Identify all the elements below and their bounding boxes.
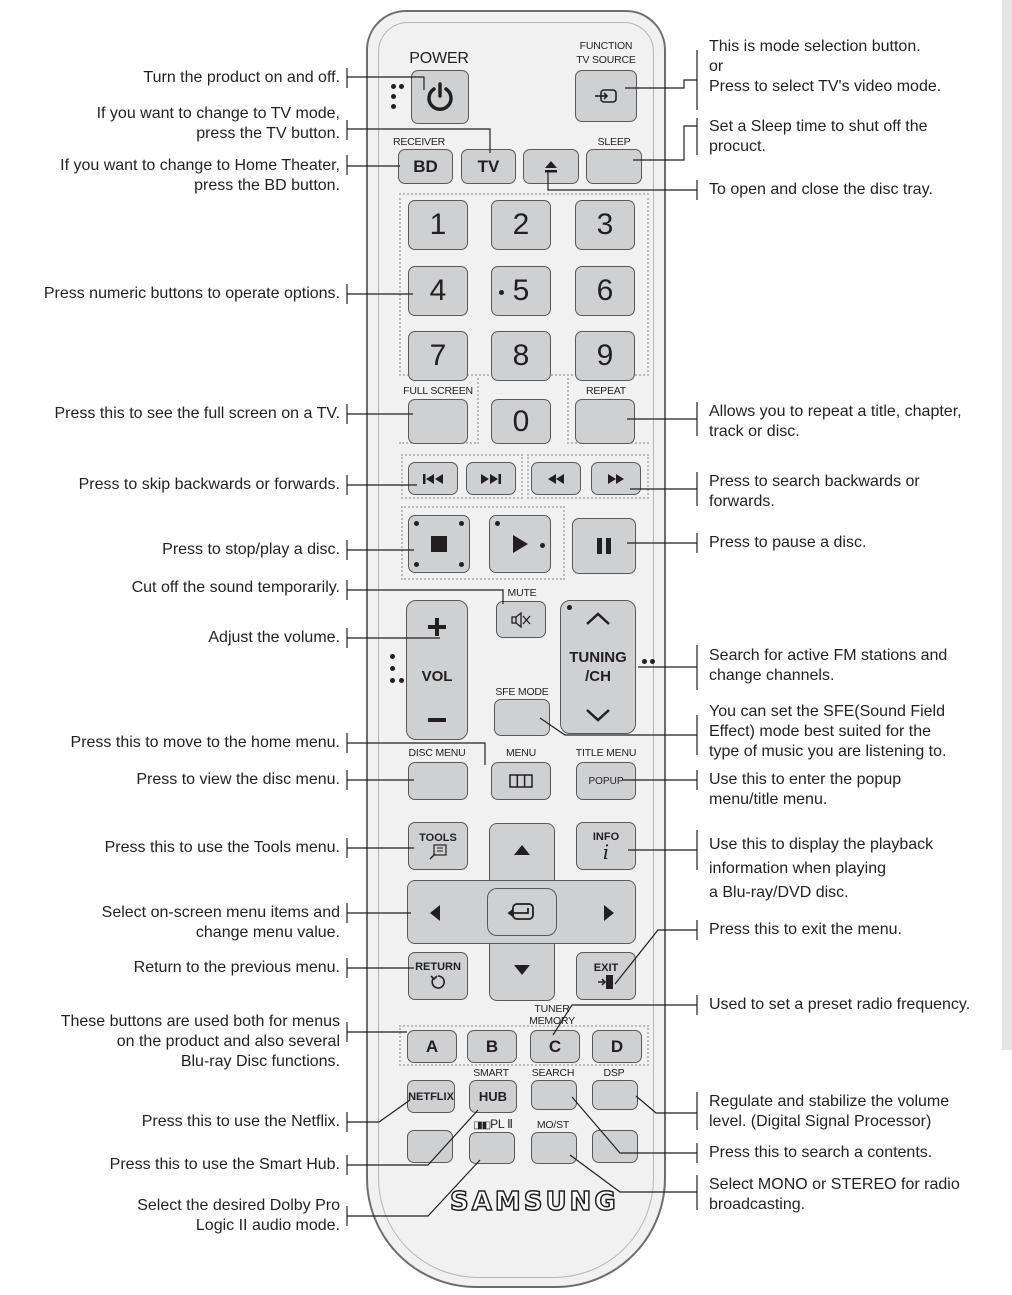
tools-label: TOOLS [419, 832, 457, 844]
callout-dsp: Regulate and stabilize the volume level. (Digital Signal Processor) [709, 1093, 950, 1130]
full-screen-label: FULL SCREEN [403, 385, 473, 397]
callout-smart-hub: Press this to use the Smart Hub. [109, 1156, 340, 1173]
callout-eject: To open and close the disc tray. [709, 181, 933, 198]
callout-tools: Press this to use the Tools menu. [104, 839, 340, 856]
callout-return: Return to the previous menu. [133, 959, 340, 976]
callout-sleep: Set a Sleep time to shut off the procuct. [709, 118, 928, 155]
b-button[interactable]: B [467, 1030, 517, 1063]
exit-label: EXIT [593, 962, 619, 974]
d-button[interactable]: D [592, 1030, 642, 1063]
number-1-button[interactable]: 1 [408, 200, 468, 250]
callout-search: Press to search backwards or forwards. [709, 473, 920, 510]
dsp-label: DSP [603, 1067, 625, 1079]
callout-full-screen: Press this to see the full screen on a TV. [54, 405, 340, 422]
callout-popup: Use this to enter the popup menu/title menu. [709, 771, 902, 808]
disc-menu-label: DISC MENU [408, 747, 466, 759]
channel-label: /CH [585, 668, 611, 685]
samsung-logo: SAMSUNG [450, 1187, 619, 1217]
smart-label: SMART [473, 1067, 509, 1079]
tuning-label: TUNING [569, 649, 627, 666]
callout-search-contents: Press this to search a contents. [709, 1144, 933, 1161]
popup-button[interactable]: POPUP [576, 762, 636, 800]
function-label: FUNCTION [579, 40, 633, 52]
info-icon: i [602, 840, 610, 864]
callout-disc-menu: Press to view the disc menu. [136, 771, 340, 788]
callout-home-menu: Press this to move to the home menu. [70, 734, 340, 751]
number-7-button[interactable]: 7 [408, 331, 468, 381]
return-label: RETURN [415, 961, 461, 973]
tuner-label: TUNER [534, 1003, 570, 1015]
callout-repeat: Allows you to repeat a title, chapter, track or disc. [709, 403, 962, 440]
number-8-button[interactable]: 8 [491, 331, 551, 381]
receiver-label: RECEIVER [392, 136, 446, 148]
callout-mono-stereo: Select MONO or STEREO for radio broadcasting. [709, 1176, 960, 1213]
callout-home-theater: If you want to change to Home Theater, press the BD button. [60, 157, 340, 194]
mute-label: MUTE [507, 587, 537, 599]
pro-logic-text: PL Ⅱ [490, 1117, 513, 1131]
callout-mute: Cut off the sound temporarily. [131, 579, 340, 596]
callout-power: Turn the product on and off. [143, 69, 340, 86]
number-0-button[interactable]: 0 [491, 399, 551, 444]
number-3-button[interactable]: 3 [575, 200, 635, 250]
callout-exit: Press this to exit the menu. [709, 921, 902, 938]
bd-button[interactable]: BD [398, 149, 453, 184]
volume-label: VOL [421, 668, 453, 686]
callout-numeric: Press numeric buttons to operate options. [43, 285, 340, 302]
callout-volume: Adjust the volume. [208, 629, 340, 646]
number-5-button[interactable]: 5 [491, 266, 551, 316]
callout-tv-mode: If you want to change to TV mode, press the TV button. [96, 105, 340, 142]
c-button[interactable]: C [530, 1030, 580, 1063]
callout-stop-play: Press to stop/play a disc. [162, 541, 340, 558]
repeat-label: REPEAT [585, 385, 627, 397]
number-9-button[interactable]: 9 [575, 331, 635, 381]
search-label: SEARCH [531, 1067, 575, 1079]
number-4-button[interactable]: 4 [408, 266, 468, 316]
power-label: POWER [409, 50, 469, 67]
info-label: INFO [592, 831, 620, 843]
netflix-button[interactable]: NETFLIX [407, 1080, 455, 1113]
tv-source-label: TV SOURCE [576, 54, 636, 66]
callout-info: Use this to display the playback information when playing a Blu-ray/DVD disc. [709, 836, 934, 901]
callout-abcd: These buttons are used both for menus on the product and also several Blu-ray Disc functions. [60, 1013, 340, 1070]
title-menu-label: TITLE MENU [575, 747, 637, 759]
callout-pro-logic: Select the desired Dolby Pro Logic II audio mode. [137, 1197, 340, 1234]
sleep-label: SLEEP [597, 136, 631, 148]
callout-sfe-mode: You can set the SFE(Sound Field Effect) mode best suited for the type of music you are listening to. [709, 703, 947, 760]
number-2-button[interactable]: 2 [491, 200, 551, 250]
menu-label: MENU [505, 747, 537, 759]
callout-mode-selection: This is mode selection button. or Press to select TV's video mode. [709, 38, 942, 95]
tv-button[interactable]: TV [461, 149, 516, 184]
dolby-icon: ◨◧ [473, 1120, 491, 1131]
callout-pause: Press to pause a disc. [709, 534, 867, 551]
callout-netflix: Press this to use the Netflix. [141, 1113, 340, 1130]
callout-navigation: Select on-screen menu items and change menu value. [101, 904, 340, 941]
memory-label: MEMORY [529, 1015, 575, 1027]
a-button[interactable]: A [407, 1030, 457, 1063]
callout-tuning: Search for active FM stations and change channels. [709, 647, 948, 684]
mono-stereo-label: MO/ST [536, 1119, 570, 1131]
number-6-button[interactable]: 6 [575, 266, 635, 316]
callout-tuner-memory: Used to set a preset radio frequency. [709, 996, 971, 1013]
smart-hub-button[interactable]: HUB [469, 1080, 517, 1113]
sfe-mode-label: SFE MODE [495, 686, 549, 698]
callout-skip: Press to skip backwards or forwards. [78, 476, 340, 493]
